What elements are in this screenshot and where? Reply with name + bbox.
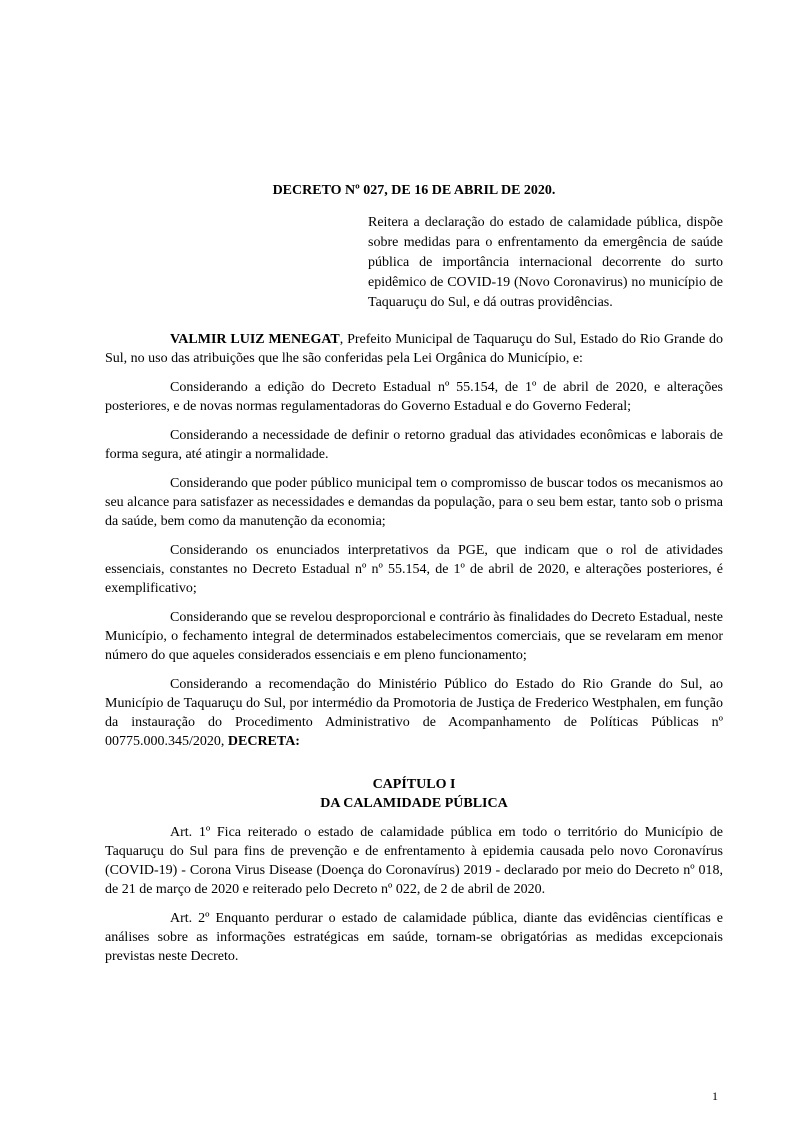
decree-summary: Reitera a declaração do estado de calamidade pública, dispõe sobre medidas para o enfrentamento da emergência de saúde pública de importância internacional decorrente do surto epidêmico de COVID-19 (Novo Coronavirus) no município de Taquaruçu do Sul, e dá outras providências. xyxy=(368,215,723,310)
article-1-paragraph: Art. 1º Fica reiterado o estado de calamidade pública em todo o território do Município de Taquaruçu do Sul para fins de prevenção e de enfrentamento à epidemia causada pelo novo Coronavírus (COVID-19) - Corona Virus Disease (Doença do Coronavírus) 2019 - declarado por meio do Decreto nº 018, de 21 de março de 2020 e reiterado pelo Decreto nº 022, de 2 de abril de 2020. xyxy=(105,825,723,897)
considerando-paragraph-6 xyxy=(105,675,723,751)
considerando-paragraph-3: Considerando que poder público municipal tem o compromisso de buscar todos os mecanismos ao seu alcance para satisfazer as necessidades e demandas da população, para o seu bem estar, tanto sob o prisma da saúde, bem como da manutenção da economia; xyxy=(105,476,723,529)
considerando-paragraph-1: Considerando a edição do Decreto Estadual nº 55.154, de 1º de abril de 2020, e alterações posteriores, e de novas normas regulamentadoras do Governo Estadual e do Governo Federal; xyxy=(105,380,723,414)
decree-title: DECRETO Nº 027, DE 16 DE ABRIL DE 2020. xyxy=(272,183,556,198)
considerando-6-text: Considerando a recomendação do Ministério Público do Estado do Rio Grande do Sul, ao Município de Taquaruçu do Sul, por intermédio da Promotoria de Justiça de Frederico Westphalen, em função da instauração do Procedimento Administrativo de Acompanhamento de Políticas Públicas nº 00775.000.345/2020, xyxy=(105,677,723,749)
preamble-paragraph xyxy=(105,330,723,368)
considerando-paragraph-4: Considerando os enunciados interpretativos da PGE, que indicam que o rol de atividades essenciais, constantes no Decreto Estadual nº nº 55.154, de 1º de abril de 2020, e alterações posteriores, é exemplificativo; xyxy=(105,543,723,596)
considerando-paragraph-5: Considerando que se revelou desproporcional e contrário às finalidades do Decreto Estadual, neste Município, o fechamento integral de determinados estabelecimentos comerciais, que se revelaram em menor número do que aqueles considerados essenciais e em pleno funcionamento; xyxy=(105,610,723,663)
article-2-paragraph: Art. 2º Enquanto perdurar o estado de calamidade pública, diante das evidências científicas e análises sobre as informações estratégicas em saúde, tornam-se obrigatórias as medidas excepcionais previstas neste Decreto. xyxy=(105,911,723,964)
chapter-title: DA CALAMIDADE PÚBLICA xyxy=(320,796,508,811)
page-number: 1 xyxy=(712,1089,718,1103)
chapter-heading xyxy=(105,775,723,813)
mayor-name: VALMIR LUIZ MENEGAT xyxy=(170,332,340,347)
preamble-text: , Prefeito Municipal de Taquaruçu do Sul, Estado do Rio Grande do Sul, no uso das atribuições que lhe são conferidas pela Lei Orgânica do Município, e: xyxy=(105,332,723,366)
decreta-keyword: DECRETA: xyxy=(227,734,300,749)
considerando-paragraph-2: Considerando a necessidade de definir o retorno gradual das atividades econômicas e laborais de forma segura, até atingir a normalidade. xyxy=(105,428,723,462)
chapter-number: CAPÍTULO I xyxy=(372,777,456,792)
